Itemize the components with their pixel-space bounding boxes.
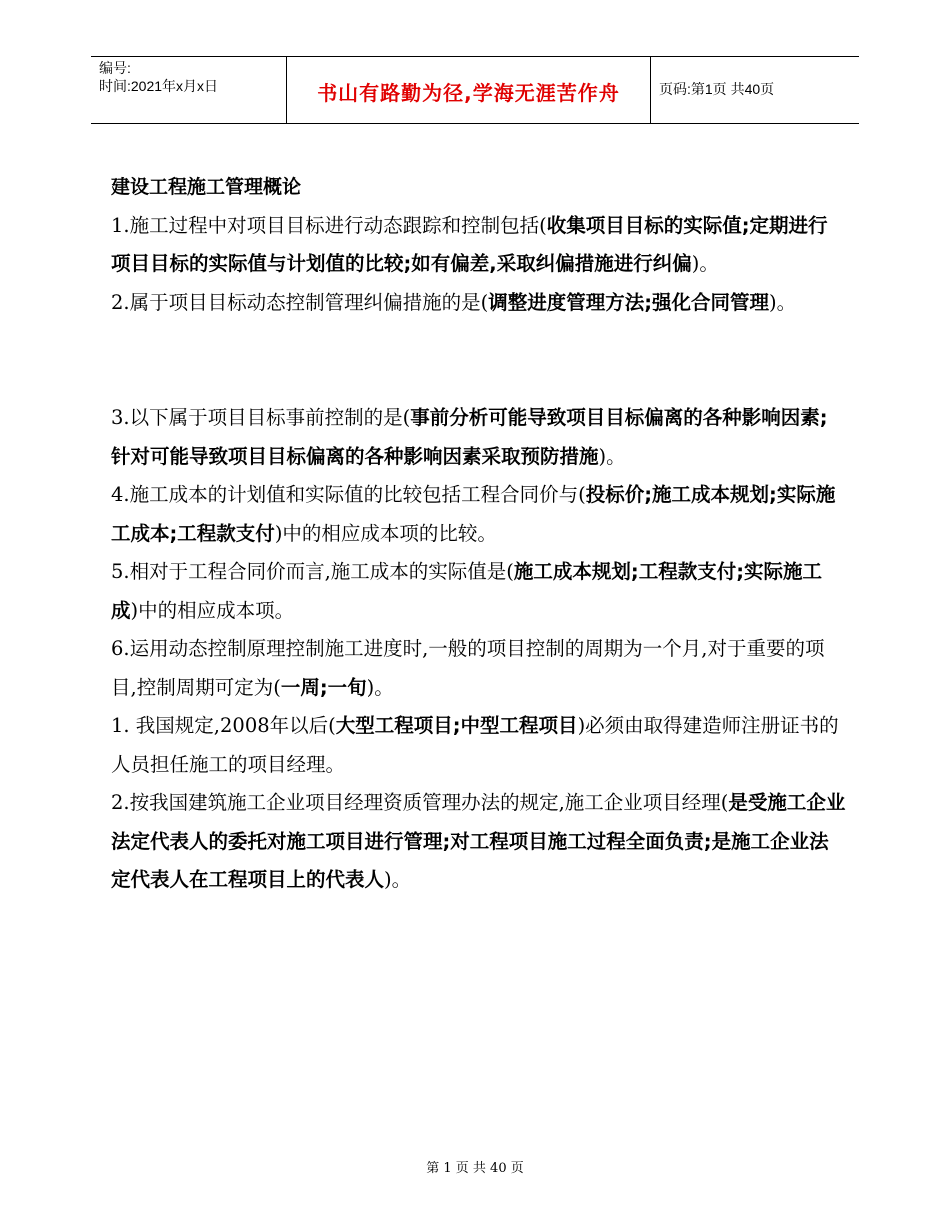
time-label: 时间:2021年x月x日 <box>99 78 219 94</box>
question-suffix: )。 <box>384 868 412 891</box>
header-meta-cell <box>91 57 286 123</box>
spacer <box>111 322 846 399</box>
question-suffix: )。 <box>598 444 626 468</box>
question-text: 2.按我国建筑施工企业项目经理资质管理办法的规定,施工企业项目经理( <box>111 791 729 814</box>
header-page-cell <box>650 57 859 123</box>
question-item <box>111 476 846 553</box>
question-item <box>111 553 846 630</box>
motto: 书山有路勤为径,学海无涯苦作舟 <box>317 81 620 105</box>
question-text: 6.运用动态控制原理控制施工进度时,一般的项目控制的周期为一个月,对于重要的项目,控制周期可定为( <box>111 637 825 699</box>
question-text: 5.相对于工程合同价而言,施工成本的实际值是( <box>111 560 514 583</box>
question-suffix: )必须由取得建造师注册证书的人员担任施工的项目经理。 <box>111 714 839 776</box>
page-header <box>91 56 859 124</box>
page-info: 页码:第1页 共40页 <box>659 81 775 97</box>
answer-text: 调整进度管理方法;强化合同管理 <box>488 290 770 314</box>
answer-text: 收集项目目标的实际值;定期进行项目目标的实际值与计划值的比较;如有偏差,采取纠偏措施进行纠偏 <box>111 213 828 275</box>
answer-text: 大型工程项目;中型工程项目 <box>335 714 578 737</box>
number-label: 编号: <box>99 60 131 76</box>
page-footer: 第 1 页 共 40 页 <box>426 1161 524 1176</box>
answer-text: 施工成本规划;工程款支付;实际施工成 <box>111 560 823 622</box>
question-suffix: )。 <box>769 290 797 314</box>
question-item <box>111 284 846 323</box>
question-item <box>111 630 846 707</box>
answer-text: 一周;一旬 <box>280 675 367 699</box>
question-text: 2.属于项目目标动态控制管理纠偏措施的是( <box>111 290 489 314</box>
question-text: 1.施工过程中对项目目标进行动态跟踪和控制包括( <box>111 213 547 237</box>
document-title: 建设工程施工管理概论 <box>111 176 302 198</box>
question-item <box>111 399 846 476</box>
question-suffix: )中的相应成本项。 <box>130 598 295 622</box>
answer-text: 是受施工企业法定代表人的委托对施工项目进行管理;对工程项目施工过程全面负责;是施工企业法定代表人在工程项目上的代表人 <box>111 791 846 891</box>
question-item <box>111 707 846 784</box>
question-text: 3.以下属于项目目标事前控制的是( <box>111 406 411 429</box>
answer-text: 事前分析可能导致项目目标偏离的各种影响因素;针对可能导致项目目标偏离的各种影响因素采取预防措施 <box>111 406 828 468</box>
question-suffix: )。 <box>691 252 719 275</box>
document-body <box>111 168 846 900</box>
question-item <box>111 784 846 900</box>
question-item <box>111 207 846 284</box>
answer-text: 投标价;施工成本规划;实际施工成本;工程款支付 <box>111 483 836 545</box>
question-text: 1. 我国规定,2008年以后( <box>111 714 336 737</box>
question-suffix: )。 <box>366 675 394 699</box>
header-motto-cell <box>286 57 651 123</box>
question-text: 4.施工成本的计划值和实际值的比较包括工程合同价与( <box>111 483 586 506</box>
question-suffix: )中的相应成本项的比较。 <box>274 521 497 545</box>
